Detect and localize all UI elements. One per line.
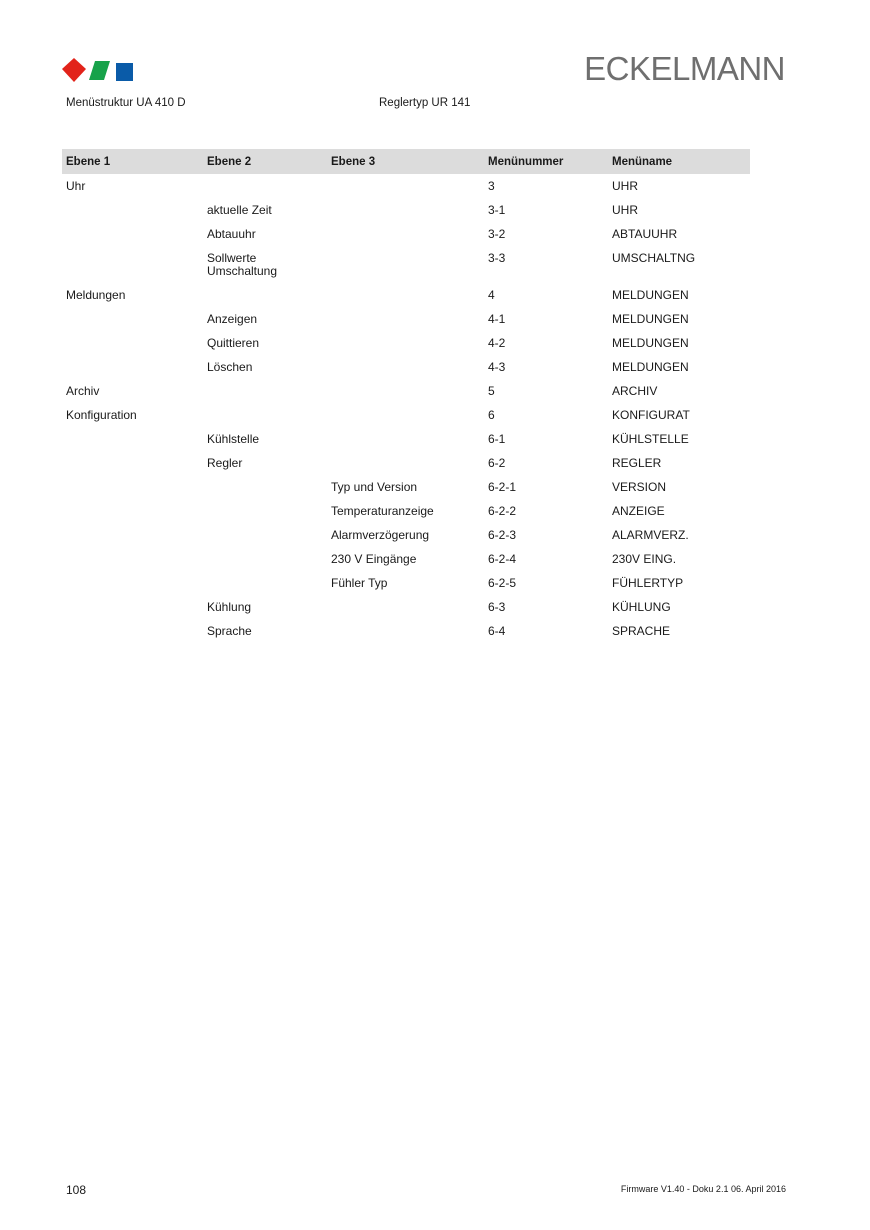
table-cell [327,595,484,619]
table-cell [327,246,484,283]
table-cell: MELDUNGEN [612,312,689,326]
table-cell [203,475,327,499]
logo-green-parallelogram [89,61,110,80]
table-cell: 6 [488,408,495,422]
table-row [62,222,750,246]
table-cell [327,619,484,643]
table-cell: 6-1 [488,432,506,446]
column-header: Menünummer [484,149,608,174]
table-cell [203,547,327,571]
table-cell [327,451,484,475]
table-cell [62,547,203,571]
table-cell [62,499,203,523]
table-body [62,174,750,643]
table-row [62,331,750,355]
table-cell [327,307,484,331]
table-cell: Uhr [66,179,86,193]
table-cell: Sprache [207,624,252,638]
table-cell: UMSCHALTNG [612,251,696,265]
table-cell [203,571,327,595]
table-cell [62,355,203,379]
table-cell [327,283,484,307]
table-row [62,595,750,619]
table-cell: SPRACHE [612,624,671,638]
footer-version: Firmware V1.40 - Doku 2.1 06. April 2016 [620,1184,786,1194]
table-cell: Konfiguration [66,408,137,422]
eckelmann-logo [62,58,136,84]
table-cell: 6-2-5 [488,576,517,590]
table-cell: 5 [488,384,495,398]
table-row [62,499,750,523]
table-cell [62,475,203,499]
column-header: Ebene 3 [327,149,484,174]
table-cell [62,198,203,222]
menu-structure-table [62,149,750,643]
table-cell: 3-2 [488,227,506,241]
table-row [62,571,750,595]
column-header: Ebene 1 [62,149,203,174]
table-cell: 6-2-4 [488,552,517,566]
table-cell [203,379,327,403]
table-cell: Kühlstelle [207,432,260,446]
column-header: Ebene 2 [203,149,327,174]
table-cell: 6-3 [488,600,506,614]
table-cell: Typ und Version [331,480,418,494]
table-cell: ARCHIV [612,384,658,398]
table-cell: Temperaturanzeige [331,504,434,518]
table-row [62,246,750,283]
table-row [62,198,750,222]
table-cell [62,451,203,475]
brand-wordmark: ECKELMANN [584,50,785,87]
table-cell: Archiv [66,384,100,398]
table-row [62,427,750,451]
table-cell [203,523,327,547]
table-row [62,283,750,307]
table-cell: Löschen [207,360,253,374]
table-cell [327,355,484,379]
table-cell: 4-2 [488,336,506,350]
table-cell [327,174,484,198]
table-cell [203,174,327,198]
table-cell: UHR [612,203,638,217]
table-cell: Regler [207,456,243,470]
table-cell [62,246,203,283]
table-row [62,174,750,198]
table-cell [203,283,327,307]
table-cell: FÜHLERTYP [612,576,684,590]
table-row [62,451,750,475]
table-cell: Anzeigen [207,312,258,326]
table-cell: UHR [612,179,638,193]
table-row [62,547,750,571]
table-cell [62,595,203,619]
table-cell: 230V EING. [612,552,677,566]
table-cell: MELDUNGEN [612,288,689,302]
table-cell: ANZEIGE [612,504,665,518]
table-cell [62,619,203,643]
table-row [62,523,750,547]
table-cell: MELDUNGEN [612,336,689,350]
table-cell: 3 [488,179,495,193]
logo-red-diamond [62,58,86,82]
table-cell [62,571,203,595]
table-header-row [62,149,750,174]
table-cell [62,222,203,246]
table-cell [327,198,484,222]
table-cell [203,499,327,523]
table-cell: REGLER [612,456,662,470]
table-cell: Alarmverzögerung [331,528,430,542]
logo-blue-square [116,63,133,81]
table-row [62,619,750,643]
table-cell: aktuelle Zeit [207,203,272,217]
table-cell: 4-1 [488,312,506,326]
table-cell [327,427,484,451]
page-number: 108 [66,1183,87,1197]
table-cell: 230 V Eingänge [331,552,417,566]
table-cell: VERSION [612,480,667,494]
table-row [62,475,750,499]
table-cell: 3-3 [488,251,506,265]
table-row [62,379,750,403]
table-row [62,403,750,427]
table-cell: 6-2-2 [488,504,517,518]
column-header: Menüname [608,149,750,174]
table-cell: Sollwerte Umschaltung [207,251,278,278]
document-title: Menüstruktur UA 410 D [66,97,186,109]
table-cell: Kühlung [207,600,252,614]
table-cell: 4 [488,288,495,302]
table-cell: KONFIGURAT [612,408,690,422]
table-cell: 6-4 [488,624,506,638]
table-cell [62,427,203,451]
table-cell: 6-2 [488,456,506,470]
table-row [62,355,750,379]
table-cell [327,379,484,403]
table-cell: ABTAUUHR [612,227,678,241]
table-row [62,307,750,331]
table-cell [327,403,484,427]
table-cell: 6-2-1 [488,480,517,494]
table-cell [62,331,203,355]
table-cell [327,222,484,246]
table-cell [203,403,327,427]
table-cell: 6-2-3 [488,528,517,542]
table-cell [62,523,203,547]
controller-type: Reglertyp UR 141 [379,97,471,109]
table-cell: Abtauuhr [207,227,256,241]
table-cell: 3-1 [488,203,506,217]
table-cell: MELDUNGEN [612,360,689,374]
table-cell: Quittieren [207,336,260,350]
table-cell: 4-3 [488,360,506,374]
table-cell: ALARMVERZ. [612,528,689,542]
table-cell: KÜHLUNG [612,600,671,614]
table-cell: Fühler Typ [331,576,388,590]
table-cell [62,307,203,331]
table-cell: Meldungen [66,288,126,302]
table-cell: KÜHLSTELLE [612,432,689,446]
table-cell [327,331,484,355]
